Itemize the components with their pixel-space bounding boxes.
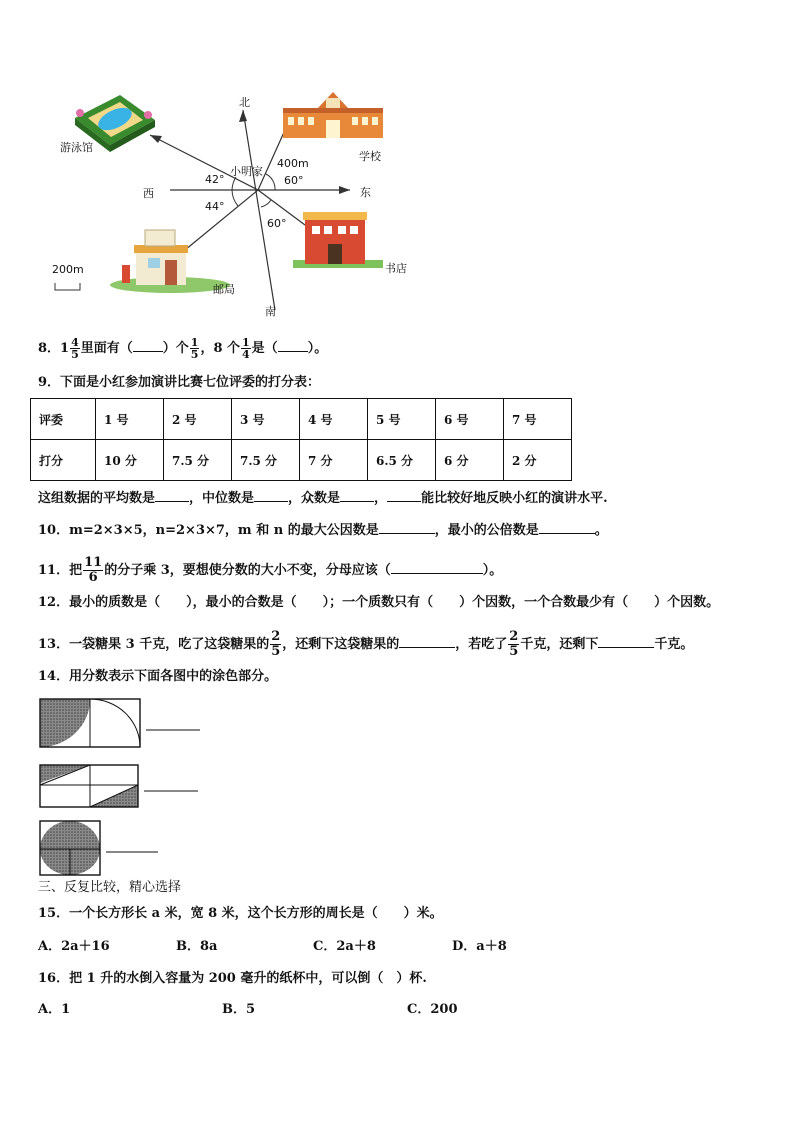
table-cell: 7.5 分 xyxy=(232,440,300,481)
table-cell: 打分 xyxy=(31,440,96,481)
question-12: 12．最小的质数是（ ），最小的合数是（ ）；一个质数只有（ ）个因数，一个合数最少有（ ）个因数。 xyxy=(38,595,720,610)
table-cell: 7 号 xyxy=(504,399,572,440)
label-post-office: 邮局 xyxy=(213,283,235,296)
table-cell: 6 分 xyxy=(436,440,504,481)
question-11: 11．把 $\frac{11}{6}$ 的分子乘 3，要想使分数的大小不变，分母应该（ ）。 xyxy=(38,555,503,585)
label-angle-school: 60° xyxy=(284,174,304,187)
bookstore-icon xyxy=(293,212,383,268)
table-cell: 5 号 xyxy=(368,399,436,440)
label-angle-post: 44° xyxy=(205,200,225,213)
table-cell: 1 号 xyxy=(96,399,164,440)
line-to-post xyxy=(185,190,258,250)
question-16: 16．把 1 升的水倒入容量为 200 毫升的纸杯中，可以倒（ ）杯. xyxy=(38,971,427,986)
table-cell: 2 分 xyxy=(504,440,572,481)
school-icon xyxy=(283,92,383,138)
answer-blank[interactable] xyxy=(340,501,374,502)
table-cell: 7.5 分 xyxy=(164,440,232,481)
answer-blank[interactable] xyxy=(379,533,435,534)
label-angle-pool: 42° xyxy=(205,173,225,186)
option-a[interactable]: A．2a＋16 xyxy=(38,939,110,954)
label-home: 小明家 xyxy=(230,165,263,178)
figure-2 xyxy=(40,765,198,807)
answer-blank[interactable] xyxy=(399,647,455,648)
table-cell: 7 分 xyxy=(300,440,368,481)
question-9-followup: 这组数据的平均数是 ，中位数是 ，众数是 ， 能比较好地反映小红的演讲水平. xyxy=(38,491,608,506)
table-cell: 6.5 分 xyxy=(368,440,436,481)
table-cell: 10 分 xyxy=(96,440,164,481)
answer-blank[interactable] xyxy=(539,533,595,534)
option-c[interactable]: C．2a＋8 xyxy=(313,939,376,954)
option-d[interactable]: D．a＋8 xyxy=(452,939,507,954)
question-9: 9．下面是小红参加演讲比赛七位评委的打分表： xyxy=(38,375,321,390)
shaded-figures xyxy=(38,697,208,877)
table-cell: 3 号 xyxy=(232,399,300,440)
label-pool: 游泳馆 xyxy=(60,141,93,154)
question-15: 15．一个长方形长 a 米，宽 8 米，这个长方形的周长是（ ）米。 xyxy=(38,906,443,921)
table-row xyxy=(31,440,572,481)
option-a[interactable]: A．1 xyxy=(38,1002,71,1017)
question-13: 13．一袋糖果 3 千克，吃了这袋糖果的 $\frac{2}{5}$ ，还剩下这袋糖果的 ，若吃了 $\frac{2}{5}$ 千克，还剩下 千克。 xyxy=(38,629,694,659)
label-north: 北 xyxy=(239,96,250,109)
figure-3 xyxy=(40,821,158,875)
table-cell: 2 号 xyxy=(164,399,232,440)
label-south: 南 xyxy=(265,305,276,318)
section-title: 三、反复比较，精心选择 xyxy=(38,880,182,895)
question-10: 10．m=2×3×5，n=2×3×7，m 和 n 的最大公因数是 ，最小的公倍数是 。 xyxy=(38,523,608,538)
label-east: 东 xyxy=(360,186,371,199)
option-c[interactable]: C．200 xyxy=(407,1002,458,1017)
label-scale: 200m xyxy=(52,263,84,276)
answer-blank[interactable] xyxy=(387,501,421,502)
option-b[interactable]: B．5 xyxy=(222,1002,256,1017)
label-school: 学校 xyxy=(359,150,381,163)
answer-blank[interactable] xyxy=(155,501,189,502)
table-cell: 评委 xyxy=(31,399,96,440)
answer-blank[interactable] xyxy=(598,647,654,648)
question-8: 8．1 $\frac{4}{5}$ 里面有（ ）个 $\frac{1}{5}$ ，8 个 $\frac{1}{4}$ 是（ ）。 xyxy=(38,336,328,361)
score-table xyxy=(30,398,572,481)
answer-blank[interactable] xyxy=(133,351,163,352)
figure-1 xyxy=(40,699,200,747)
post-office-icon xyxy=(110,230,230,293)
scale-bar xyxy=(55,283,80,290)
label-west: 西 xyxy=(143,187,154,200)
label-distance-school: 400m xyxy=(277,157,309,170)
table-row xyxy=(31,399,572,440)
north-south-axis xyxy=(243,110,275,310)
answer-blank[interactable] xyxy=(254,501,288,502)
answer-blank[interactable] xyxy=(278,351,308,352)
table-cell: 4 号 xyxy=(300,399,368,440)
label-angle-bookstore: 60° xyxy=(267,217,287,230)
answer-blank[interactable] xyxy=(391,573,483,574)
option-b[interactable]: B．8a xyxy=(176,939,218,954)
table-cell: 6 号 xyxy=(436,399,504,440)
label-bookstore: 书店 xyxy=(385,262,407,275)
question-14: 14．用分数表示下面各图中的涂色部分。 xyxy=(38,669,278,684)
